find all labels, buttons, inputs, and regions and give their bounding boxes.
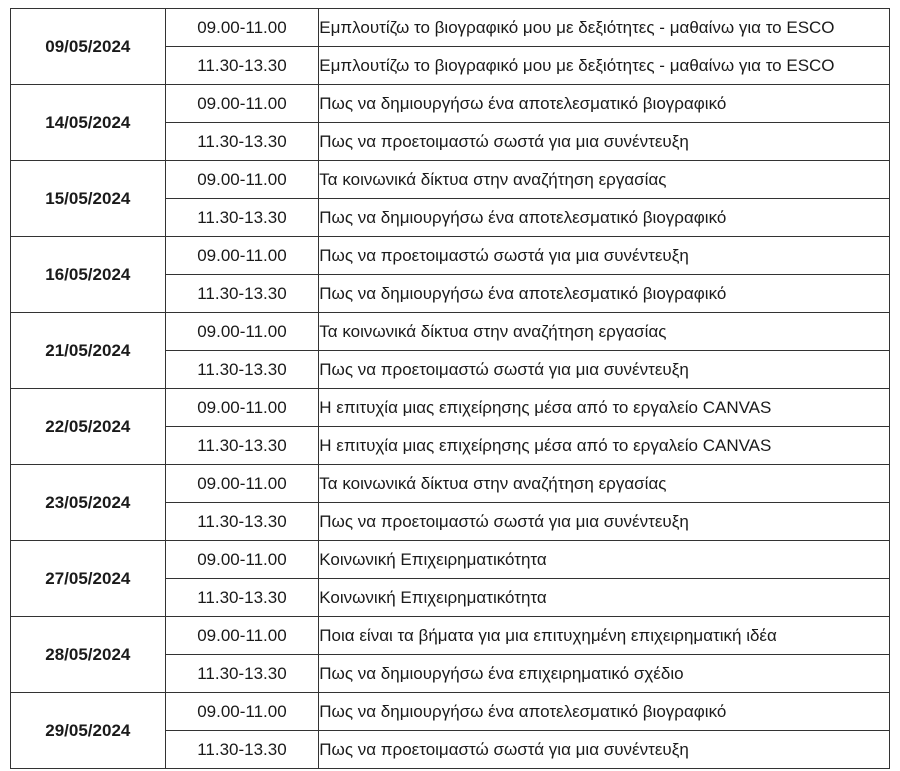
session-topic: Πως να δημιουργήσω ένα αποτελεσματικό βιογραφικό	[319, 85, 890, 123]
session-time: 11.30-13.30	[165, 427, 319, 465]
session-time: 09.00-11.00	[165, 617, 319, 655]
session-time: 09.00-11.00	[165, 85, 319, 123]
session-topic: Τα κοινωνικά δίκτυα στην αναζήτηση εργασίας	[319, 465, 890, 503]
session-date: 23/05/2024	[11, 465, 166, 541]
session-time: 09.00-11.00	[165, 313, 319, 351]
session-date: 28/05/2024	[11, 617, 166, 693]
session-date: 21/05/2024	[11, 313, 166, 389]
table-row	[11, 465, 890, 503]
session-time: 11.30-13.30	[165, 351, 319, 389]
table-row	[11, 161, 890, 199]
session-date: 29/05/2024	[11, 693, 166, 769]
session-time: 09.00-11.00	[165, 9, 319, 47]
table-row	[11, 693, 890, 731]
session-topic: Κοινωνική Επιχειρηματικότητα	[319, 579, 890, 617]
session-date: 22/05/2024	[11, 389, 166, 465]
session-topic: Η επιτυχία μιας επιχείρησης μέσα από το εργαλείο CANVAS	[319, 389, 890, 427]
session-date: 27/05/2024	[11, 541, 166, 617]
session-date: 15/05/2024	[11, 161, 166, 237]
session-topic: Πως να δημιουργήσω ένα επιχειρηματικό σχέδιο	[319, 655, 890, 693]
seminar-schedule-table	[10, 8, 890, 769]
session-topic: Πως να προετοιμαστώ σωστά για μια συνέντευξη	[319, 503, 890, 541]
session-topic: Εμπλουτίζω το βιογραφικό μου με δεξιότητες - μαθαίνω για το ESCO	[319, 47, 890, 85]
session-topic: Πως να προετοιμαστώ σωστά για μια συνέντευξη	[319, 731, 890, 769]
session-time: 11.30-13.30	[165, 579, 319, 617]
session-date: 09/05/2024	[11, 9, 166, 85]
session-topic: Εμπλουτίζω το βιογραφικό μου με δεξιότητες - μαθαίνω για το ESCO	[319, 9, 890, 47]
session-time: 09.00-11.00	[165, 465, 319, 503]
session-date: 14/05/2024	[11, 85, 166, 161]
table-row	[11, 541, 890, 579]
session-time: 09.00-11.00	[165, 237, 319, 275]
session-topic: Τα κοινωνικά δίκτυα στην αναζήτηση εργασίας	[319, 161, 890, 199]
table-row	[11, 85, 890, 123]
table-row	[11, 389, 890, 427]
session-time: 11.30-13.30	[165, 503, 319, 541]
session-time: 09.00-11.00	[165, 389, 319, 427]
session-time: 11.30-13.30	[165, 655, 319, 693]
session-time: 11.30-13.30	[165, 47, 319, 85]
session-topic: Πως να δημιουργήσω ένα αποτελεσματικό βιογραφικό	[319, 693, 890, 731]
session-topic: Η επιτυχία μιας επιχείρησης μέσα από το εργαλείο CANVAS	[319, 427, 890, 465]
session-date: 16/05/2024	[11, 237, 166, 313]
session-topic: Πως να προετοιμαστώ σωστά για μια συνέντευξη	[319, 237, 890, 275]
session-topic: Πως να δημιουργήσω ένα αποτελεσματικό βιογραφικό	[319, 199, 890, 237]
session-time: 09.00-11.00	[165, 161, 319, 199]
table-row	[11, 313, 890, 351]
session-time: 11.30-13.30	[165, 199, 319, 237]
session-topic: Πως να δημιουργήσω ένα αποτελεσματικό βιογραφικό	[319, 275, 890, 313]
session-time: 09.00-11.00	[165, 541, 319, 579]
session-time: 11.30-13.30	[165, 731, 319, 769]
session-topic: Κοινωνική Επιχειρηματικότητα	[319, 541, 890, 579]
schedule-body	[11, 9, 890, 769]
session-time: 11.30-13.30	[165, 123, 319, 161]
table-row	[11, 9, 890, 47]
session-topic: Πως να προετοιμαστώ σωστά για μια συνέντευξη	[319, 351, 890, 389]
session-time: 09.00-11.00	[165, 693, 319, 731]
session-time: 11.30-13.30	[165, 275, 319, 313]
session-topic: Ποια είναι τα βήματα για μια επιτυχημένη επιχειρηματική ιδέα	[319, 617, 890, 655]
table-row	[11, 237, 890, 275]
session-topic: Πως να προετοιμαστώ σωστά για μια συνέντευξη	[319, 123, 890, 161]
table-row	[11, 617, 890, 655]
session-topic: Τα κοινωνικά δίκτυα στην αναζήτηση εργασίας	[319, 313, 890, 351]
